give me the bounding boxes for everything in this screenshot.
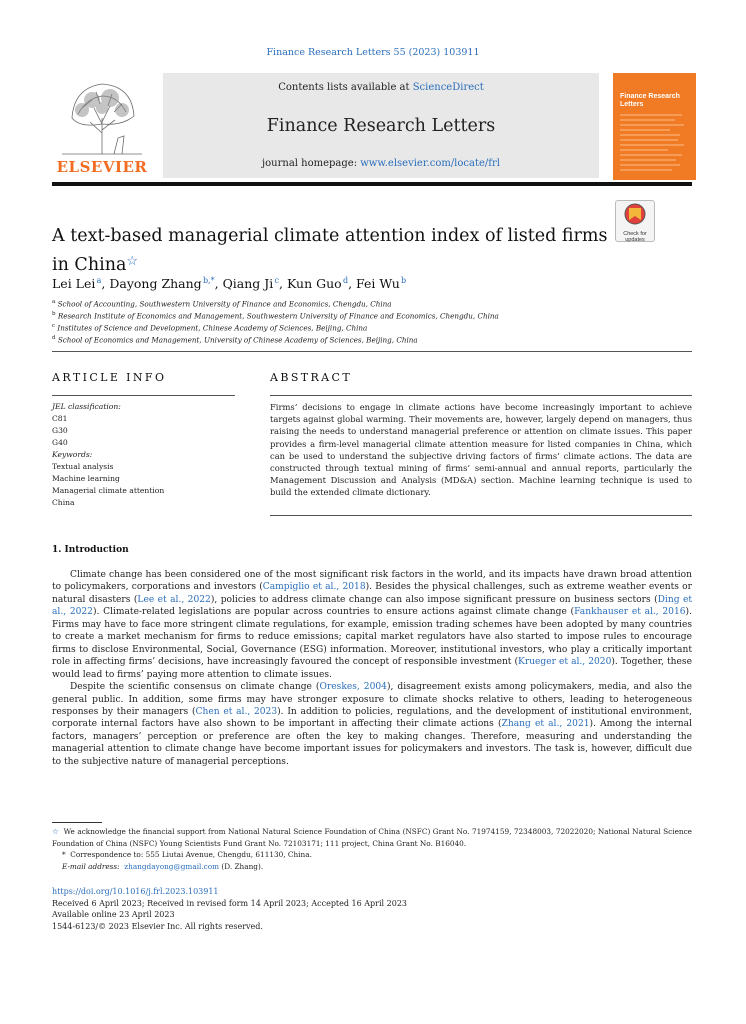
- text-run: ), policies to address climate change can also impose significant pressure on business sectors (: [210, 594, 658, 605]
- affiliation-text: School of Accounting, Southwestern University of Finance and Economics, Chengdu, China: [57, 299, 392, 309]
- email-link[interactable]: zhangdayong@gmail.com: [124, 861, 220, 871]
- footnote-rule: [52, 822, 102, 823]
- contents-line: [163, 82, 599, 93]
- article-info-rule: [52, 395, 235, 396]
- author-name[interactable]: Fei Wu: [356, 276, 400, 292]
- correspondence-mark: *: [62, 850, 66, 860]
- contents-prefix: Contents lists available at: [278, 82, 413, 93]
- author-name[interactable]: Dayong Zhang: [109, 276, 202, 292]
- text-run: Despite the scientific consensus on climate change (: [70, 682, 320, 693]
- funding-footnote: [52, 826, 692, 849]
- intro-paragraph-1: [52, 569, 692, 681]
- affiliation-text: Institutes of Science and Development, Chinese Academy of Sciences, Beijing, China: [57, 323, 368, 333]
- email-label: E-mail address:: [62, 861, 120, 871]
- title-footnote-star-icon[interactable]: ☆: [126, 254, 139, 269]
- text-run: ). Firms may have to face more stringent climate regulations, for example, emission trading schemes have been adopted by many countries to create a market mechanism for firms to reduce emissions; capital market regulators have also started to impose rules to encourage firms to disclose Environmental, Social, Governance (ESG) information. Moreover, institutional investors, who play a critically important role in affecting firms’ decisions, have increasingly favoured the concept of responsible investment (: [52, 607, 692, 668]
- affiliation-text: School of Economics and Management, University of Chinese Academy of Sciences, Beijing, China: [57, 335, 418, 345]
- available-online: Available online 23 April 2023: [52, 910, 175, 920]
- email-footnote: [52, 861, 692, 873]
- check-for-updates-label: Check for updates: [623, 231, 647, 243]
- article-title: [52, 224, 612, 278]
- affiliation-d: [52, 335, 418, 344]
- author-name[interactable]: Qiang Ji: [222, 276, 274, 292]
- jel-label: JEL classification:: [52, 402, 121, 411]
- author-name[interactable]: Kun Guo: [286, 276, 342, 292]
- introduction-body: [52, 569, 692, 768]
- keyword: Machine learning: [52, 474, 120, 483]
- email-suffix: (D. Zhang).: [221, 861, 264, 871]
- affiliation-c: [52, 323, 367, 332]
- footnote-star-icon: ☆: [52, 827, 59, 836]
- jel-code: G30: [52, 426, 68, 435]
- doi-link[interactable]: https://doi.org/10.1016/j.frl.2023.103911: [52, 887, 219, 896]
- affiliation-a: [52, 299, 392, 308]
- keyword: Textual analysis: [52, 462, 114, 471]
- author-list: Lei Lei $^a$, Dayong Zhang $^{b,*}$, Qiang Ji $^c$, Kun Guo $^d$, Fei Wu $^b$: [52, 276, 407, 292]
- affiliation-text: Research Institute of Economics and Management, Southwestern University of Finance and Economics, Chengdu, China: [57, 311, 499, 321]
- author-affil-mark[interactable]: c: [274, 276, 280, 285]
- publication-info: [52, 886, 692, 932]
- text-run: ). Climate-related legislations are popular across countries to ensure actions against climate change (: [92, 607, 575, 618]
- author-affil-mark[interactable]: d: [342, 276, 349, 285]
- correspondence-text: Correspondence to: 555 Liutai Avenue, Chengdu, 611130, China.: [70, 850, 312, 860]
- citation-link[interactable]: Ding et al., 2022: [52, 594, 692, 618]
- introduction-heading: 1. Introduction: [52, 545, 129, 555]
- text-run: ), disagreement exists among policymakers, media, and also the general public. In addition, some firms may have stronger exposure to climate shocks relative to others, leading to heterogeneous responses by their managers (: [52, 682, 692, 717]
- citation-link[interactable]: Chen et al., 2023: [195, 706, 278, 717]
- keywords-label: Keywords:: [52, 450, 93, 459]
- article-info-block: [52, 401, 235, 509]
- affiliation-mark: a: [52, 299, 56, 305]
- citation-link[interactable]: Lee et al., 2022: [137, 594, 211, 605]
- affiliation-mark: c: [52, 323, 56, 329]
- homepage-prefix: journal homepage:: [262, 158, 361, 169]
- keyword: China: [52, 498, 75, 507]
- affiliation-mark: d: [52, 335, 56, 341]
- citation-link[interactable]: Zhang et al., 2021: [501, 719, 590, 730]
- cover-title: Finance Research Letters: [620, 93, 680, 108]
- author-affil-mark[interactable]: b,*: [202, 276, 215, 285]
- check-for-updates-button[interactable]: [615, 200, 655, 242]
- funding-text: We acknowledge the financial support from National Natural Science Foundation of China (NSFC) Grant No. 71974159, 72348003, 72022020; National Natural Science Foundation of China (NSFC) Young Scientists Fund Grant No. 72103171; 111 project, China Grant No. B16040.: [52, 827, 693, 848]
- abstract-text: Firms’ decisions to engage in climate actions have become increasingly important to achieve targets against global warming. Their movements are, however, largely depend on managers, thus raising the needs to understand managerial preference or attention on climate issues. This paper provides a firm-level managerial climate attention measure for listed companies in China, which can be used to understand the subjective driving factors of firms’ climate actions. The data are constructed through textual mining of firms’ semi-annual and annual reports, particularly the Management Discussion and Analysis (MD&A) section. Machine learning technique is used to build the extended climate dictionary.: [270, 402, 692, 498]
- citation-link[interactable]: Oreskes, 2004: [319, 682, 387, 693]
- affiliation-b: [52, 311, 499, 320]
- keyword: Managerial climate attention: [52, 486, 165, 495]
- jel-code: G40: [52, 438, 68, 447]
- text-run: ). Together, these would lead to firms’ paying more attention to climate issues.: [52, 657, 692, 680]
- author-affil-mark[interactable]: a: [96, 276, 102, 285]
- abstract-heading: ABSTRACT: [270, 371, 353, 384]
- text-run: Climate change has been considered one of the most significant risk factors in the world, and its impacts have drawn broad attention to policymakers, corporations and investors (: [52, 570, 692, 593]
- footnotes: [52, 826, 692, 872]
- text-run: ). Among the internal factors, managers’ perception or preference are often the key to making changes. Therefore, measuring and understanding the managerial attention to climate change have become important issues for policymakers and investors. The task is, however, difficult due to the subjective nature of managerial perceptions.: [52, 719, 692, 767]
- homepage-link[interactable]: www.elsevier.com/locate/frl: [360, 158, 500, 169]
- text-run: ). Besides the physical challenges, such as extreme weather events or natural disasters (: [52, 582, 692, 605]
- sciencedirect-link[interactable]: ScienceDirect: [412, 82, 484, 93]
- article-info-heading: ARTICLE INFO: [52, 371, 167, 384]
- header-rule: [52, 182, 692, 186]
- copyright: 1544-6123/© 2023 Elsevier Inc. All rights reserved.: [52, 921, 263, 931]
- citation-link[interactable]: Krueger et al., 2020: [518, 657, 612, 668]
- correspondence-footnote: [52, 849, 692, 861]
- abstract-rule: [270, 395, 692, 396]
- check-for-updates-icon: [616, 201, 654, 227]
- author-name[interactable]: Lei Lei: [52, 276, 96, 292]
- cover-contents-lines: [620, 112, 690, 174]
- affiliation-rule: [52, 351, 692, 352]
- journal-name: Finance Research Letters: [266, 116, 496, 136]
- homepage-line: [163, 158, 599, 169]
- journal-reference-link[interactable]: Finance Research Letters 55 (2023) 103911: [266, 47, 480, 58]
- received-dates: Received 6 April 2023; Received in revised form 14 April 2023; Accepted 16 April 2023: [52, 898, 408, 908]
- elsevier-wordmark: ELSEVIER: [56, 158, 148, 176]
- affiliation-mark: b: [52, 311, 56, 317]
- author-affil-mark[interactable]: b: [401, 276, 407, 285]
- abstract-end-rule: [270, 515, 692, 516]
- citation-link[interactable]: Fankhauser et al., 2016: [574, 607, 686, 618]
- article-title-text: A text-based managerial climate attention index of listed firms in China: [52, 226, 608, 275]
- intro-paragraph-2: [52, 681, 692, 768]
- citation-link[interactable]: Campiglio et al., 2018: [262, 582, 366, 593]
- text-run: ). In addition to policies, regulations, and the development of institutional environment, corporate internal factors have also shown to be important in affecting their climate actions (: [52, 706, 692, 730]
- jel-code: C81: [52, 414, 68, 423]
